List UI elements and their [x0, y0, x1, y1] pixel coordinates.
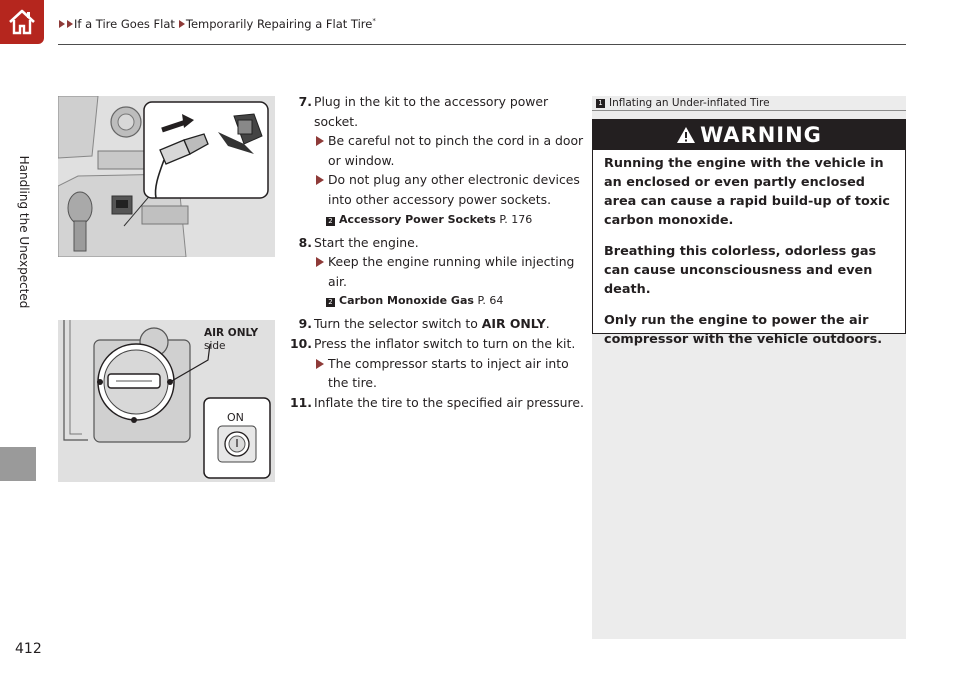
breadcrumb-arrow-icon [179, 20, 185, 28]
warning-header [593, 120, 905, 150]
warning-paragraph: Running the engine with the vehicle in an enclosed or even partly enclosed area can cause a rapid build-up of toxic carbon monoxide. [604, 156, 890, 228]
breadcrumb-item[interactable]: If a Tire Goes Flat [74, 17, 175, 31]
step-item [290, 314, 590, 334]
xref-page: P. 176 [499, 212, 533, 226]
warning-paragraph: Breathing this colorless, odorless gas can cause unconsciousness and even death. [604, 244, 877, 297]
warning-title: WARNING [700, 123, 822, 147]
step-bullet: Do not plug any other electronic devices into other accessory power sockets. [290, 170, 590, 209]
step-text: Turn the selector switch to [314, 316, 482, 332]
optional-marker: * [372, 17, 376, 26]
xref-page: P. 64 [477, 294, 504, 308]
step-item [290, 393, 590, 413]
step-text: Start the engine. [314, 234, 419, 250]
note-title: Inflating an Under-inflated Tire [609, 97, 770, 109]
selector-switch-illustration [58, 320, 275, 482]
instruction-steps [290, 92, 590, 412]
step-number: 10. [290, 335, 312, 351]
section-tab-marker [0, 447, 36, 481]
step-item [290, 92, 590, 131]
breadcrumb-arrow-icon [59, 20, 65, 28]
step-number: 9. [298, 316, 312, 332]
xref-title[interactable]: Carbon Monoxide Gas [339, 294, 474, 308]
figure-callout-air-only: AIR ONLY [204, 327, 259, 339]
step-text: Press the inflator switch to turn on the kit. [314, 335, 576, 351]
warning-text [593, 150, 905, 349]
breadcrumb-item[interactable]: Temporarily Repairing a Flat Tire* [185, 17, 376, 31]
step-number: 7. [298, 94, 312, 109]
breadcrumb [58, 17, 379, 31]
xref-title[interactable]: Accessory Power Sockets [339, 212, 496, 226]
step-text-bold: AIR ONLY [481, 316, 546, 332]
socket-plug-illustration [58, 96, 275, 257]
step-bullet: Be careful not to pinch the cord in a door or window. [290, 131, 590, 170]
page-number: 412 [15, 641, 42, 657]
note-rule [592, 110, 906, 111]
step-number: 11. [290, 394, 312, 410]
step-number: 8. [298, 234, 312, 250]
step-item [290, 334, 590, 354]
xref-icon: 2 [326, 298, 335, 307]
step-bullet: Keep the engine running while injecting air. [290, 252, 590, 291]
cross-reference-link[interactable] [290, 210, 590, 229]
warning-triangle-icon [676, 126, 696, 144]
step-text: Inflate the tire to the specified air pressure. [314, 394, 584, 410]
header-rule [58, 44, 906, 45]
home-icon[interactable] [0, 0, 44, 44]
section-tab[interactable]: Handling the Unexpected [17, 155, 31, 309]
step-text: . [545, 316, 550, 332]
step-text: Plug in the kit to the accessory power socket. [314, 94, 549, 129]
xref-icon: 2 [326, 217, 335, 226]
note-heading [596, 97, 770, 109]
warning-paragraph: Only run the engine to power the air compressor with the vehicle outdoors. [604, 313, 883, 347]
breadcrumb-arrow-icon [67, 20, 73, 28]
step-item [290, 233, 590, 253]
figure-callout-side: side [204, 340, 226, 352]
step-bullet: The compressor starts to inject air into the tire. [290, 354, 590, 393]
figure-label-on: ON [227, 411, 244, 424]
note-icon: 1 [596, 99, 605, 108]
cross-reference-link[interactable] [290, 291, 590, 310]
warning-box [592, 119, 906, 347]
